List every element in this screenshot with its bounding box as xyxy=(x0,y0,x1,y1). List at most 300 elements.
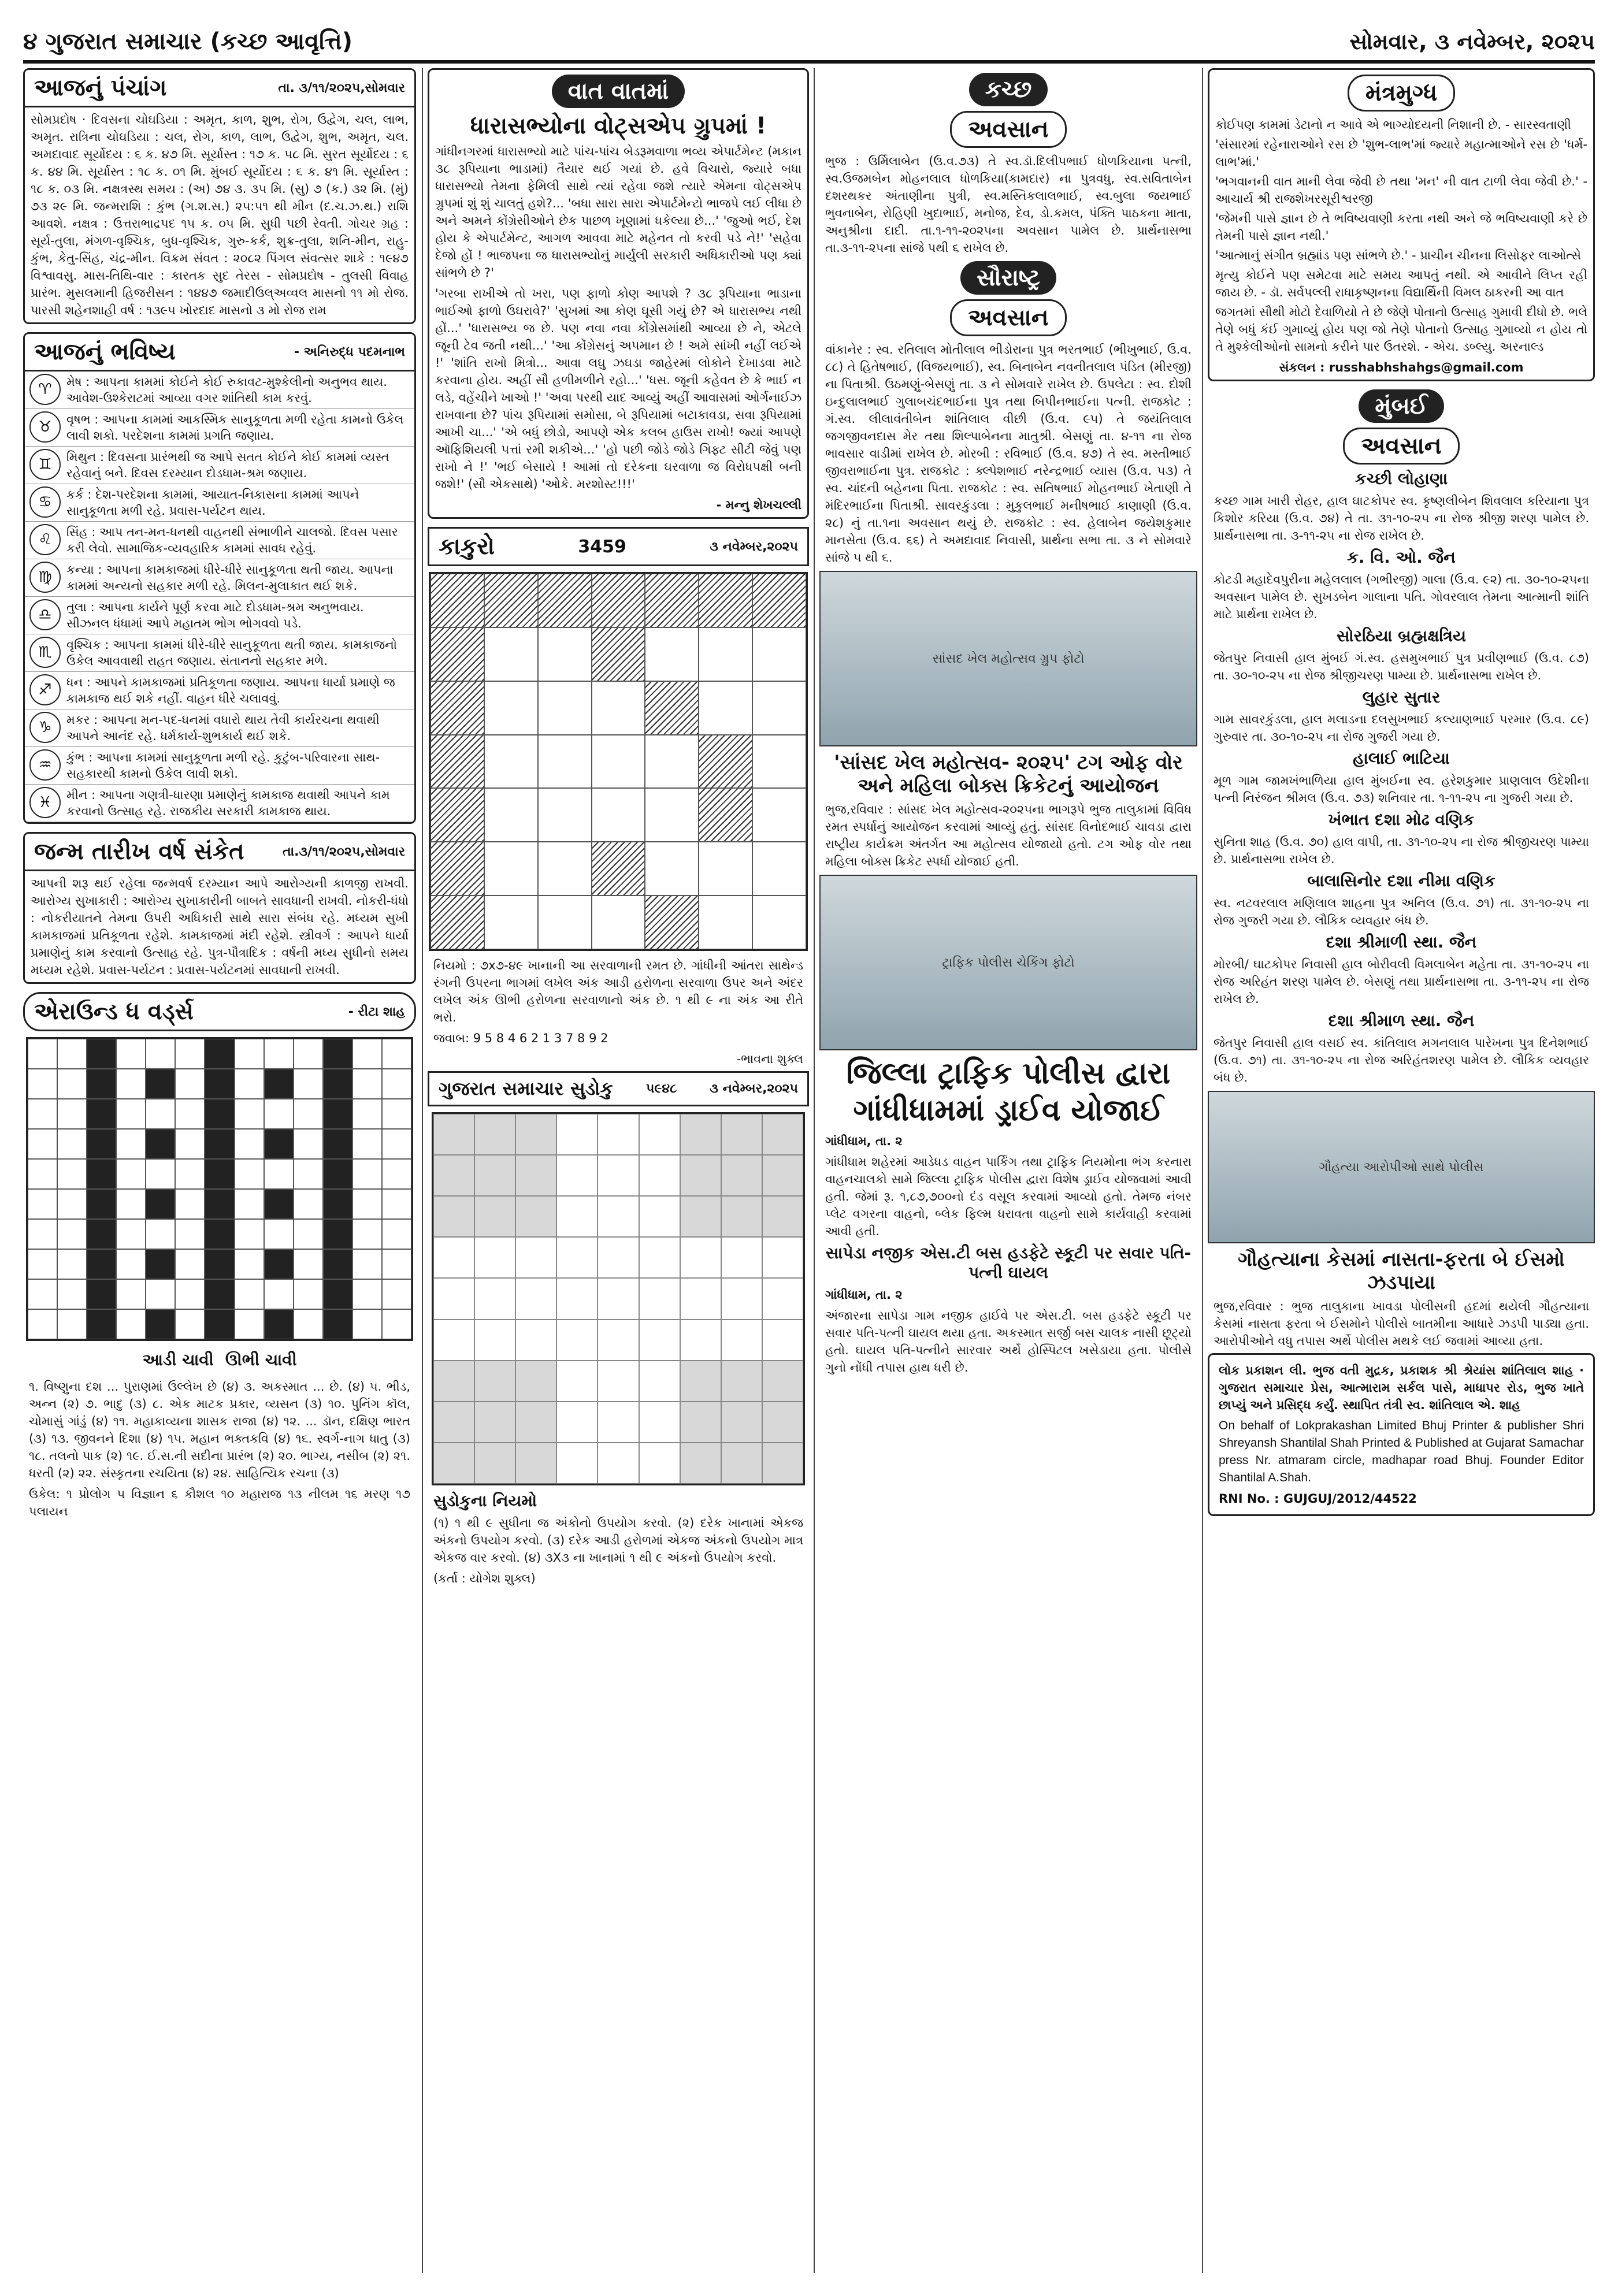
crossword-cell[interactable] xyxy=(382,1069,411,1099)
obituary-heading: દશા શ્રીમાળ સ્થા. જૈન xyxy=(1328,1011,1475,1030)
crossword-cell xyxy=(205,1309,234,1339)
crossword-cell[interactable] xyxy=(28,1309,57,1339)
panchang-box xyxy=(23,68,416,324)
sudoku-cell[interactable] xyxy=(680,1155,721,1196)
down-title: ઊભી ચાવી xyxy=(225,1350,297,1369)
rashi-item xyxy=(25,634,414,672)
kakuro-cell xyxy=(645,896,699,949)
rashi-list xyxy=(25,371,414,822)
sudoku-cell[interactable] xyxy=(639,1278,680,1319)
sudoku-cell[interactable] xyxy=(556,1361,598,1402)
sudoku-cell[interactable] xyxy=(721,1237,762,1278)
crossword-cell[interactable] xyxy=(28,1219,57,1249)
obituary-text: સ્વ. નટવરલાલ મણિલાલ શાહના પુત્ર અનિલ (ઉ.વ. ૭૧) તા. ૩૧-૧૦-૨૫ ના રોજ ગુજરી ગયા છે. લૌકિક વ્યવહાર બંધ છે. xyxy=(1214,896,1589,927)
crossword-cell[interactable] xyxy=(146,1279,175,1309)
crossword-cell[interactable] xyxy=(352,1069,382,1099)
crossword-cell[interactable] xyxy=(116,1159,146,1189)
crossword-cell[interactable] xyxy=(235,1099,264,1129)
kakuro-cell[interactable] xyxy=(752,842,806,896)
sudoku-cell[interactable] xyxy=(639,1320,680,1361)
crossword-cell xyxy=(87,1249,116,1279)
crossword-cell[interactable] xyxy=(57,1069,87,1099)
sudoku-cell[interactable] xyxy=(639,1196,680,1237)
obituary-text: કચ્છ ગામ ખારી રોહર, હાલ ઘાટકોપર સ્વ. કૃષ્ણલીબેન શિવલાલ કરિયાના પુત્ર કિશોર કરિયા (ઉ.વ. ૭૪) તે તા. ૩૧-૧૦-૨૫ ના રોજ શ્રીજી શરણ પામેલ છે. પ્રાર્થનાસભા તા. ૩-૧૧-૨૫ ના રોજ રાખેલ છે. xyxy=(1214,494,1589,543)
rashi-item xyxy=(25,371,414,409)
sudoku-cell[interactable] xyxy=(680,1278,721,1319)
sudoku-cell[interactable] xyxy=(721,1278,762,1319)
crossword-cell[interactable] xyxy=(175,1039,205,1069)
kakuro-cell[interactable] xyxy=(484,681,538,735)
crossword-cell[interactable] xyxy=(116,1129,146,1159)
crossword-cell[interactable] xyxy=(294,1129,323,1159)
kutch-badge: કચ્છ xyxy=(969,73,1048,106)
sport-text: ભુજ,રવિવાર : સાંસદ ખેલ મહોત્સવ-૨૦૨૫ના ભાગરૂપે ભુજ તાલુકામાં વિવિધ રમત સ્પર્ધાનું આયોજન કરવામાં આવ્યું હતું. સાંસદ વિનોદભાઈ ચાવડા દ્વારા રાષ્ટ્રીય કાર્યક્રમ અંતર્ગત આ મહોત્સવ યોજાયો હતો. ટગ ઓફ વોર તથા મહિલા બોક્સ ક્રિકેટ સ્પર્ધા યોજાઈ હતી. xyxy=(825,803,1192,868)
crossword-cell[interactable] xyxy=(57,1039,87,1069)
crossword-cell[interactable] xyxy=(28,1099,57,1129)
crossword-cell[interactable] xyxy=(116,1249,146,1279)
sudoku-cell[interactable] xyxy=(433,1237,474,1278)
crossword-cell[interactable] xyxy=(175,1219,205,1249)
crossword-cell[interactable] xyxy=(235,1129,264,1159)
crossword-cell[interactable] xyxy=(235,1159,264,1189)
crossword-cell[interactable] xyxy=(28,1189,57,1219)
sudoku-cell[interactable] xyxy=(474,1278,515,1319)
crossword-cell[interactable] xyxy=(264,1159,294,1189)
accident-text: અંજારના સાપેડા ગામ નજીક હાઈવે પર એસ.ટી. બસ હડફેટે સ્કૂટી પર સવાર પતિ-પત્ની ઘાયલ થયા હતા. અકસ્માત સર્જી બસ ચાલક નાસી છૂટ્યો હતો. ઘાયલ પતિ-પત્નીને સારવાર અર્થે હોસ્પિટલ ખસેડાયા હતા. પોલીસે ગુનો નોંધી તપાસ હાથ ધરી છે. xyxy=(825,1309,1192,1374)
kakuro-cell[interactable] xyxy=(538,842,592,896)
sudoku-cell[interactable] xyxy=(433,1443,474,1484)
imprint-en: On behalf of Lokprakashan Limited Bhuj Printer & publisher Shri Shreyansh Shantilal Shah Printed & Published at Gujarat Samachar press Nr. atmaram circle, madhapar road Bhuj. Founder Editor Shantilal A.Shah. xyxy=(1219,1419,1584,1484)
sudoku-cell[interactable] xyxy=(433,1155,474,1196)
kakuro-cell[interactable] xyxy=(752,788,806,842)
kakuro-cell[interactable] xyxy=(752,681,806,735)
crossword-title: એરાઉન્ડ ધ વર્ડ્સ xyxy=(34,998,194,1025)
sudoku-cell[interactable] xyxy=(639,1361,680,1402)
crossword-cell[interactable] xyxy=(382,1249,411,1279)
mantra-list xyxy=(1209,116,1593,355)
mumbai-right-list xyxy=(1208,810,1595,1086)
sudoku-cell[interactable] xyxy=(762,1278,803,1319)
crossword-cell[interactable] xyxy=(235,1039,264,1069)
obituary-heading: ક. વિ. ઓ. જૈન xyxy=(1347,548,1456,567)
sport-headline: 'સાંસદ ખેલ મહોત્સવ- ૨૦૨૫' ટગ ઓફ વોર અને મહિલા બોક્સ ક્રિકેટનું આયોજન xyxy=(834,751,1183,797)
sudoku-cell[interactable] xyxy=(433,1196,474,1237)
crossword-grid[interactable] xyxy=(26,1037,413,1341)
mumbai-list xyxy=(1208,469,1595,807)
sudoku-cell[interactable] xyxy=(762,1114,803,1155)
kakuro-cell[interactable] xyxy=(699,842,752,896)
rashi-icon: ♋ xyxy=(29,486,61,518)
crossword-cell[interactable] xyxy=(28,1069,57,1099)
sudoku-cell[interactable] xyxy=(474,1361,515,1402)
sudoku-cell[interactable] xyxy=(474,1320,515,1361)
sudoku-cell[interactable] xyxy=(515,1114,556,1155)
sudoku-cell[interactable] xyxy=(433,1361,474,1402)
crossword-cell[interactable] xyxy=(382,1279,411,1309)
kakuro-cell[interactable] xyxy=(484,896,538,949)
crossword-cell[interactable] xyxy=(352,1249,382,1279)
crossword-cell xyxy=(323,1039,352,1069)
sudoku-cell[interactable] xyxy=(680,1114,721,1155)
crossword-cell[interactable] xyxy=(352,1129,382,1159)
crossword-cell[interactable] xyxy=(235,1219,264,1249)
sudoku-cell[interactable] xyxy=(556,1443,598,1484)
sudoku-cell[interactable] xyxy=(556,1278,598,1319)
kakuro-cell xyxy=(431,735,484,789)
crossword-cell[interactable] xyxy=(116,1309,146,1339)
sudoku-cell[interactable] xyxy=(639,1237,680,1278)
sudoku-cell[interactable] xyxy=(515,1320,556,1361)
janmatarikh-date: તા.૩/૧૧/૨૦૨૫,સોમવાર xyxy=(283,844,405,859)
sudoku-cell[interactable] xyxy=(680,1361,721,1402)
crossword-cell[interactable] xyxy=(28,1039,57,1069)
crossword-cell[interactable] xyxy=(175,1129,205,1159)
crossword-cell xyxy=(323,1189,352,1219)
crossword-cell[interactable] xyxy=(175,1279,205,1309)
sudoku-cell[interactable] xyxy=(762,1402,803,1443)
crossword-cell[interactable] xyxy=(57,1129,87,1159)
crossword-cell[interactable] xyxy=(57,1279,87,1309)
crossword-cell[interactable] xyxy=(294,1249,323,1279)
sudoku-cell[interactable] xyxy=(762,1155,803,1196)
sudoku-rules: (૧) ૧ થી ૯ સુધીના જ અંકોનો ઉપયોગ કરવો. (૨) દરેક ખાનામાં એકજ અંકનો ઉપયોગ કરવો. (૩) દરેક આડી હરોળમાં એકજ અંકનો ઉપયોગ માત્ર એકજ વાર કરવો. (૪) ૩X૩ ના ખાનામાં ૧ થી ૯ અંકનો ઉપયોગ કરવો. xyxy=(433,1516,803,1565)
crossword-cell[interactable] xyxy=(116,1219,146,1249)
saurashtra-sub: અવસાન xyxy=(950,299,1066,336)
sudoku-cell[interactable] xyxy=(639,1155,680,1196)
crossword-cell[interactable] xyxy=(235,1069,264,1099)
crossword-cell[interactable] xyxy=(294,1159,323,1189)
crossword-cell xyxy=(323,1069,352,1099)
crossword-cell[interactable] xyxy=(382,1039,411,1069)
sudoku-cell[interactable] xyxy=(515,1402,556,1443)
crossword-cell[interactable] xyxy=(382,1159,411,1189)
mantra-item: 'જેમની પાસે જ્ઞાન છે તે ભવિષ્યવાણી કરતા નથી અને જે ભવિષ્યવાણી કરે છે તેમની પાસે જ્ઞાન નથી.' xyxy=(1215,211,1587,243)
sudoku-cell[interactable] xyxy=(598,1361,639,1402)
sudoku-cell[interactable] xyxy=(474,1443,515,1484)
crossword-cell[interactable] xyxy=(146,1039,175,1069)
crossword-cell[interactable] xyxy=(235,1249,264,1279)
rashi-item xyxy=(25,597,414,634)
page-header xyxy=(23,23,1595,64)
sudoku-cell[interactable] xyxy=(721,1443,762,1484)
crossword-cell[interactable] xyxy=(57,1219,87,1249)
sudoku-cell[interactable] xyxy=(598,1402,639,1443)
crossword-cell[interactable] xyxy=(264,1039,294,1069)
kakuro-cell[interactable] xyxy=(699,681,752,735)
crossword-clues: ૧. વિષ્ણુના દશ ... પુરાણમાં ઉલ્લેખ છે (૪) ૩. અકસ્માત ... છે. (૪) ૫. ભીડ, અન્ન (૨) ૭. ભાદુ (૩) ૮. એક માટક પ્રકાર, વ્યસન (૩) ૧૦. પુનિંગ કૉલ, ચોમાસું ગાંડું (૪) ૧૧. મહાકાવ્યના શાસક રાજા (૪) ૧૨. ... ડૉન, દક્ષિણ ભારત (૩) ૧૩. જીવનને દિશા (૪) ૧૫. મહાન ભક્તકવિ (૪) ૧૬. સ્વર્ગ-નાગ ધાતુ (૩) ૧૮. તલનો પાક (૨) ૧૯. ઈ.સ.ની સદીના પ્રારંભ (૨) ૨૦. ભાગ્ય, નસીબ (૨) ૨૧. ધરતી (૨) ૨૨. સંસ્કૃતના રચયિતા (૪) ૨૪. સાહિત્યિક રચના (૩) xyxy=(29,1380,410,1480)
crossword-cell[interactable] xyxy=(28,1249,57,1279)
crossword-cell[interactable] xyxy=(352,1189,382,1219)
kakuro-cell[interactable] xyxy=(538,735,592,789)
sudoku-box xyxy=(428,1071,809,1587)
crossword-cell[interactable] xyxy=(294,1279,323,1309)
sudoku-cell[interactable] xyxy=(433,1402,474,1443)
crossword-cell[interactable] xyxy=(294,1219,323,1249)
sudoku-cell[interactable] xyxy=(639,1443,680,1484)
sudoku-cell[interactable] xyxy=(515,1278,556,1319)
crossword-cell xyxy=(87,1279,116,1309)
sudoku-cell[interactable] xyxy=(474,1237,515,1278)
sudoku-cell[interactable] xyxy=(639,1114,680,1155)
sudoku-credit: (કર્તા : યોગેશ શુક્લ) xyxy=(433,1571,536,1585)
kakuro-cell xyxy=(592,842,645,896)
sudoku-cell[interactable] xyxy=(598,1320,639,1361)
crossword-cell[interactable] xyxy=(352,1159,382,1189)
sudoku-date: ૩ નવેમ્બર,૨૦૨૫ xyxy=(710,1082,798,1096)
crossword-cell[interactable] xyxy=(175,1069,205,1099)
cow-text: ભુજ,રવિવાર : ભુજ તાલુકાના ખાવડા પોલીસની હદમાં થયેલી ગૌહત્યાના કેસમાં નાસતા ફરતા બે ઈસમોને પોલીસે બાતમીના આધારે ઝડપી પાડ્યા હતા. આરોપીઓને વધુ તપાસ અર્થે પોલીસ મથકે લઈ જવામાં આવ્યા હતા. xyxy=(1214,1299,1589,1348)
sudoku-cell[interactable] xyxy=(474,1196,515,1237)
crossword-cell[interactable] xyxy=(116,1099,146,1129)
crossword-answers: ઉકેલ: ૧ પ્રોલોગ ૫ વિજ્ઞાન ૬ કૌશલ ૧૦ મહારાજ ૧૩ નીલમ ૧૬ મરણ ૧૭ પલાયન xyxy=(29,1487,410,1518)
kakuro-cell[interactable] xyxy=(592,788,645,842)
crossword-cell xyxy=(205,1159,234,1189)
mantra-box xyxy=(1208,68,1595,381)
kakuro-cell[interactable] xyxy=(538,896,592,949)
crossword-cell[interactable] xyxy=(352,1309,382,1339)
sudoku-cell[interactable] xyxy=(515,1196,556,1237)
kakuro-cell[interactable] xyxy=(645,842,699,896)
crossword-cell xyxy=(323,1249,352,1279)
crossword-cell[interactable] xyxy=(382,1309,411,1339)
sudoku-cell[interactable] xyxy=(515,1361,556,1402)
crossword-cell xyxy=(264,1069,294,1099)
sudoku-cell[interactable] xyxy=(515,1155,556,1196)
crossword-cell[interactable] xyxy=(382,1099,411,1129)
imprint-gu: લોક પ્રકાશન લી. ભુજ વતી મુદ્રક, પ્રકાશક શ્રી શ્રેયાંસ શાંતિલાલ શાહ · ગુજરાત સમાચાર પ્રેસ, આત્મારામ સર્કલ પાસે, માધાપર રોડ, ભુજ ખાતે છાપ્યું અને પ્રસિદ્ધ કર્યું. સ્થાપિત તંત્રી સ્વ. શાંતિલાલ એ. શાહ xyxy=(1219,1364,1584,1412)
crossword-cell[interactable] xyxy=(57,1309,87,1339)
crossword-cell[interactable] xyxy=(28,1159,57,1189)
crossword-cell[interactable] xyxy=(294,1099,323,1129)
crossword-cell[interactable] xyxy=(116,1189,146,1219)
sudoku-cell[interactable] xyxy=(762,1320,803,1361)
crossword-cell[interactable] xyxy=(294,1069,323,1099)
center-left-column xyxy=(428,68,809,2273)
crossword-cell xyxy=(323,1159,352,1189)
crossword-cell[interactable] xyxy=(57,1189,87,1219)
left-column xyxy=(23,68,416,2273)
kakuro-cell xyxy=(431,681,484,735)
kakuro-cell[interactable] xyxy=(752,735,806,789)
sudoku-cell[interactable] xyxy=(474,1114,515,1155)
sudoku-cell[interactable] xyxy=(515,1237,556,1278)
crossword-cell[interactable] xyxy=(57,1099,87,1129)
kakuro-cell[interactable] xyxy=(592,896,645,949)
crossword-cell[interactable] xyxy=(264,1219,294,1249)
crossword-cell xyxy=(323,1309,352,1339)
sudoku-cell[interactable] xyxy=(680,1320,721,1361)
crossword-cell[interactable] xyxy=(382,1129,411,1159)
rashi-icon: ♒ xyxy=(29,749,61,781)
kakuro-cell[interactable] xyxy=(538,788,592,842)
kakuro-cell[interactable] xyxy=(645,735,699,789)
sudoku-cell[interactable] xyxy=(598,1155,639,1196)
crossword-cell[interactable] xyxy=(146,1099,175,1129)
crossword-cell xyxy=(87,1159,116,1189)
crossword-cell[interactable] xyxy=(382,1189,411,1219)
crossword-cell[interactable] xyxy=(352,1099,382,1129)
kakuro-cell xyxy=(484,574,538,627)
crossword-cell xyxy=(205,1129,234,1159)
crossword-cell[interactable] xyxy=(294,1309,323,1339)
sudoku-cell[interactable] xyxy=(474,1155,515,1196)
crossword-cell[interactable] xyxy=(116,1069,146,1099)
kakuro-box xyxy=(428,527,809,1068)
rashi-item xyxy=(25,709,414,747)
crossword-cell xyxy=(146,1249,175,1279)
panchang-date: તા. ૩/૧૧/૨૦૨૫,સોમવાર xyxy=(278,80,405,95)
obituary-heading: બાલાસિનોર દશા નીમા વણિક xyxy=(1307,871,1495,890)
crossword-cell[interactable] xyxy=(264,1279,294,1309)
sudoku-cell[interactable] xyxy=(556,1402,598,1443)
crossword-cell[interactable] xyxy=(294,1189,323,1219)
sudoku-cell[interactable] xyxy=(433,1114,474,1155)
sudoku-cell[interactable] xyxy=(515,1443,556,1484)
crossword-cell[interactable] xyxy=(146,1159,175,1189)
rashi-text: કન્યા : આપના કામકાજમાં ધીરે-ધીરે સાનુકૂળતા થતી જાય. આપના કામમાં અન્યનો સહકાર મળી રહે. મિલન-મુલાકાત થઈ શકે. xyxy=(66,563,394,593)
kakuro-cell[interactable] xyxy=(752,896,806,949)
mantra-item: કોઈપણ કામમાં ડેટાનો ન આવે એ ભાગ્યોદયની નિશાની છે. - સારસ્વતાણી xyxy=(1215,118,1571,132)
crossword-cell[interactable] xyxy=(175,1309,205,1339)
sudoku-cell[interactable] xyxy=(721,1114,762,1155)
rashi-text: વૃષભ : આપના કામમાં આકસ્મિક સાનુકૂળતા મળી રહેતા કામનો ઉકેલ લાવી શકો. પરદેશના કામમાં પ્રગતિ જણાય. xyxy=(66,413,404,443)
sudoku-cell[interactable] xyxy=(762,1443,803,1484)
kakuro-cell[interactable] xyxy=(592,681,645,735)
crossword-cell[interactable] xyxy=(264,1099,294,1129)
crossword-cell[interactable] xyxy=(235,1279,264,1309)
crossword-cell[interactable] xyxy=(352,1039,382,1069)
crossword-cell[interactable] xyxy=(175,1159,205,1189)
crossword-cell xyxy=(87,1069,116,1099)
obituary-heading: ખંભાત દશા મોઢ વણિક xyxy=(1328,810,1475,829)
kakuro-cell xyxy=(699,735,752,789)
sudoku-cell[interactable] xyxy=(598,1443,639,1484)
sudoku-cell[interactable] xyxy=(721,1402,762,1443)
sudoku-number: ૫૯૪૮ xyxy=(645,1082,677,1096)
crossword-cell xyxy=(323,1099,352,1129)
sudoku-cell[interactable] xyxy=(598,1237,639,1278)
sudoku-cell[interactable] xyxy=(762,1237,803,1278)
kakuro-cell[interactable] xyxy=(484,735,538,789)
crossword-cell[interactable] xyxy=(28,1279,57,1309)
crossword-cell[interactable] xyxy=(28,1129,57,1159)
sudoku-cell[interactable] xyxy=(762,1361,803,1402)
kakuro-cell[interactable] xyxy=(645,627,699,681)
kakuro-cell xyxy=(592,574,645,627)
kakuro-cell[interactable] xyxy=(484,788,538,842)
crossword-cell[interactable] xyxy=(235,1189,264,1219)
sudoku-cell[interactable] xyxy=(639,1402,680,1443)
sudoku-grid[interactable] xyxy=(432,1112,805,1485)
crossword-cell[interactable] xyxy=(146,1219,175,1249)
sudoku-cell[interactable] xyxy=(556,1196,598,1237)
kakuro-credit: -ભાવના શુક્લ xyxy=(736,1052,803,1066)
rashi-text: તુલા : આપના કાર્યને પૂર્ણ કરવા માટે દોડધામ-શ્રમ અનુભવાય. સીઝનલ ધંધામાં આપે મહાતમ ભોગ ભોગવવો પડે. xyxy=(66,600,364,630)
obituary-text: કોટડી મહાદેવપુરીના મહેલલાલ (ગભીરજી) ગાલા (ઉ.વ. ૯૨) તા. ૩૦-૧૦-૨૫ના અવસાન પામેલ છે. સુખડબેન ગાલાના પતિ. ગોવરલાલ તેમના આત્માની શાંતિ માટે પ્રાર્થના રાખેલ છે. xyxy=(1214,573,1589,621)
kakuro-cell[interactable] xyxy=(752,627,806,681)
kakuro-cell[interactable] xyxy=(592,735,645,789)
kakuro-cell[interactable] xyxy=(484,842,538,896)
kakuro-cell[interactable] xyxy=(538,681,592,735)
rashi-item xyxy=(25,484,414,522)
crossword-cell[interactable] xyxy=(116,1039,146,1069)
sudoku-cell[interactable] xyxy=(762,1196,803,1237)
sudoku-cell[interactable] xyxy=(680,1402,721,1443)
sudoku-cell[interactable] xyxy=(721,1196,762,1237)
rashi-item xyxy=(25,559,414,597)
crossword-cell xyxy=(205,1219,234,1249)
right-column xyxy=(1208,68,1595,2273)
sudoku-cell[interactable] xyxy=(598,1114,639,1155)
rashi-icon: ♍ xyxy=(29,562,61,593)
traffic-dateline: ગાંધીધામ, તા. ૨ xyxy=(825,1134,903,1148)
mumbai-badge: મુંબઈ xyxy=(1359,389,1443,423)
obituary-text: મૂળ ગામ જામખંભાળિયા હાલ મુંબઈના સ્વ. હરેશકુમાર પ્રાણલાલ ઉદેશીના પત્ની નિરંજન શ્રીમલ (ઉ.વ. ૭૩) શનિવાર તા. ૧-૧૧-૨૫ ના ગુજરી ગયા છે. xyxy=(1214,774,1589,805)
kakuro-cell[interactable] xyxy=(699,896,752,949)
kakuro-grid[interactable] xyxy=(429,572,808,951)
rashi-icon: ♊ xyxy=(29,449,61,480)
vaat-box xyxy=(428,68,809,519)
rashi-text: સિંહ : આપ તન-મન-ધનથી વાહનથી સંભાળીને ચાલજો. દિવસ પસાર કરી લેવો. સામાજિક-વ્યવહારિક કામમાં સાવધ રહેવું. xyxy=(66,525,398,555)
crossword-cell[interactable] xyxy=(175,1099,205,1129)
sudoku-cell[interactable] xyxy=(598,1196,639,1237)
sudoku-cell[interactable] xyxy=(721,1361,762,1402)
sudoku-cell[interactable] xyxy=(433,1278,474,1319)
crossword-cell[interactable] xyxy=(235,1309,264,1339)
sudoku-cell[interactable] xyxy=(556,1114,598,1155)
sudoku-cell[interactable] xyxy=(721,1155,762,1196)
sudoku-cell[interactable] xyxy=(680,1237,721,1278)
sudoku-cell[interactable] xyxy=(474,1402,515,1443)
sport-photo: સાંસદ ખેલ મહોત્સવ ગ્રુપ ફોટો xyxy=(819,571,1197,746)
kakuro-cell[interactable] xyxy=(538,627,592,681)
crossword-cell[interactable] xyxy=(175,1249,205,1279)
kakuro-cell[interactable] xyxy=(645,788,699,842)
crossword-cell[interactable] xyxy=(57,1249,87,1279)
crossword-cell[interactable] xyxy=(352,1279,382,1309)
crossword-cell xyxy=(205,1189,234,1219)
sudoku-cell[interactable] xyxy=(556,1320,598,1361)
crossword-cell[interactable] xyxy=(352,1219,382,1249)
bhavishya-author: - અનિરુદ્ધ પદમનાભ xyxy=(294,344,405,359)
sudoku-cell[interactable] xyxy=(433,1320,474,1361)
crossword-cell[interactable] xyxy=(116,1279,146,1309)
crossword-cell[interactable] xyxy=(175,1189,205,1219)
sudoku-cell[interactable] xyxy=(680,1443,721,1484)
rashi-icon: ♎ xyxy=(29,599,61,630)
obituary-heading: લુહાર સુતાર xyxy=(1362,688,1441,707)
sudoku-cell[interactable] xyxy=(598,1278,639,1319)
kutch-text: ભુજ : ઉર્મિલાબેન (ઉ.વ.૭૩) તે સ્વ.ડૉ.દિલીપભાઈ ધોળકિયાના પત્ની, સ્વ.ઉજમબેન મોહનલાલ ધોળકિયા(કામદાર) ના પુત્રવધુ, સ્વ.સવિતાબેન દશરથકર અંતાણીના પુત્રી, સ્વ.મસ્તિકલાલભાઈ, સ્વ.બુલા જયભાઈ ભુવનાબેન, રોહિણી ખુદાભાઈ, મનોજ, દેવ, ડો.કમલ, પંક્તિ પાઠકના માતા, અનુશ્રીના દાદી. તા.૧-૧૧-૨૦૨૫ના અવસાન પામેલ છે. પ્રાર્થનાસભા તા.૩-૧૧-૨૫ના સાંજે પથી ૬ રાખેલ છે. xyxy=(825,154,1192,255)
sudoku-cell[interactable] xyxy=(721,1320,762,1361)
obituary-text: જેતપુર નિવાસી હાલ મુંબઈ ગં.સ્વ. હસમુખભાઈ પુત્ર પ્રવીણભાઈ (ઉ.વ. ૮૭) તા. ૩૦-૧૦-૨૫ ના રોજ શ્રીજીચરણ પામ્યા છે. પ્રાર્થનાસભા રાખેલ છે. xyxy=(1214,651,1589,682)
sudoku-cell[interactable] xyxy=(680,1196,721,1237)
crossword-cell xyxy=(323,1279,352,1309)
crossword-cell[interactable] xyxy=(294,1039,323,1069)
rashi-text: મિથુન : દિવસના પ્રારંભથી જ આપે સતત કોઈને કોઈ કામમાં વ્યસ્ત રહેવાનું બને. દિવસ દરમ્યાન દોડધામ-શ્રમ જણાય. xyxy=(66,450,389,480)
masthead: ૪ ગુજરાત સમાચાર (કચ્છ આવૃત્તિ) xyxy=(23,28,353,55)
vaat-byline: - મન્નુ શેખચલ્લી xyxy=(716,498,801,512)
rashi-text: મીન : આપના ગણત્રી-ધારણા પ્રમાણેનું કામકાજ થવાથી આપને કામ કરવાનો ઉત્સાહ રહે. રાજકીય સરકારી કામકાજ થાય. xyxy=(66,788,390,818)
sudoku-cell[interactable] xyxy=(556,1155,598,1196)
crossword-cell[interactable] xyxy=(382,1219,411,1249)
sudoku-cell[interactable] xyxy=(556,1237,598,1278)
kakuro-cell xyxy=(645,681,699,735)
kakuro-cell[interactable] xyxy=(484,627,538,681)
crossword-cell[interactable] xyxy=(57,1159,87,1189)
kakuro-cell[interactable] xyxy=(699,627,752,681)
saurashtra-badge: સૌરાષ્ટ્ર xyxy=(960,261,1056,295)
